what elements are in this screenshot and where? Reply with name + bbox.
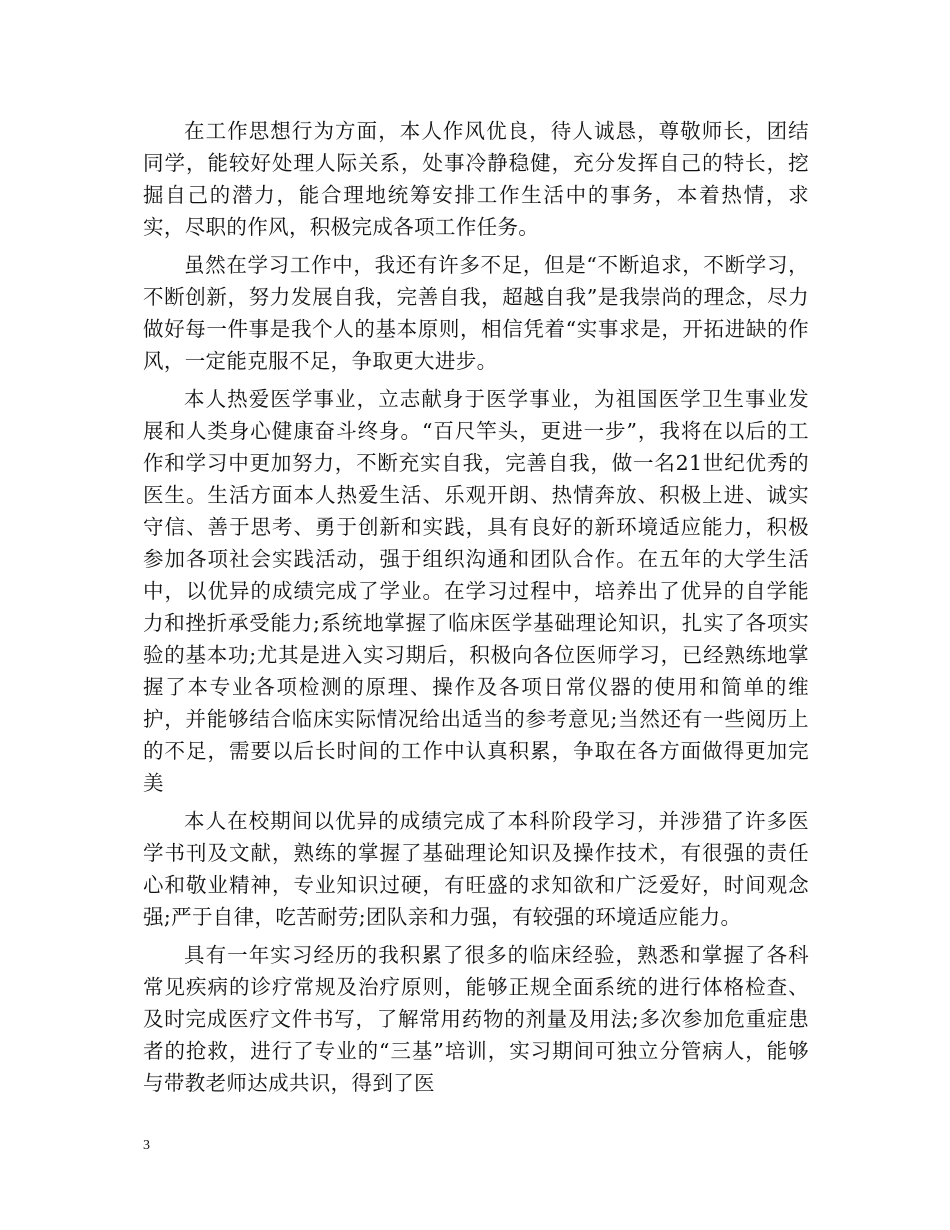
paragraph-work-conduct: 在工作思想行为方面，本人作风优良，待人诚恳，尊敬师长，团结同学，能较好处理人际关系，处事冷静稳健，充分发挥自己的特长，挖掘自己的潜力，能合理地统筹安排工作生活中的事务，本着热情，求实，尽职的作风，积极完成各项工作任务。 — [143, 119, 809, 239]
page-number: 3 — [143, 1138, 150, 1153]
paragraph-academic-record: 本人在校期间以优异的成绩完成了本科阶段学习，并涉猎了许多医学书刊及文献，熟练的掌握了基础理论知识及操作技术，有很强的责任心和敬业精神，专业知识过硬，有旺盛的求知欲和广泛爱好，时间观念强;严于自律，吃苦耐劳;团队亲和力强，有较强的环境适应能力。 — [143, 809, 809, 929]
document-body — [143, 115, 809, 1105]
paragraph-medical-career: 本人热爱医学事业，立志献身于医学事业，为祖国医学卫生事业发展和人类身心健康奋斗终身。“百尺竿头，更进一步”，我将在以后的工作和学习中更加努力，不断充实自我，完善自我，做一名21世纪优秀的医生。生活方面本人热爱生活、乐观开朗、热情奔放、积极上进、诚实守信、善于思考、勇于创新和实践，具有良好的新环境适应能力，积极参加各项社会实践活动，强于组织沟通和团队合作。在五年的大学生活中，以优异的成绩完成了学业。在学习过程中，培养出了优异的自学能力和挫折承受能力;系统地掌握了临床医学基础理论知识，扎实了各项实验的基本功;尤其是进入实习期后，积极向各位医师学习，已经熟练地掌握了本专业各项检测的原理、操作及各项日常仪器的使用和简单的维护，并能够结合临床实际情况给出适当的参考意见;当然还有一些阅历上的不足，需要以后长时间的工作中认真积累，争取在各方面做得更加完美 — [143, 387, 809, 795]
paragraph-internship: 具有一年实习经历的我积累了很多的临床经验，熟悉和掌握了各科常见疾病的诊疗常规及治疗原则，能够正规全面系统的进行体格检查、及时完成医疗文件书写，了解常用药物的剂量及用法;多次参加危重症患者的抢救，进行了专业的“三基”培训，实习期间可独立分管病人，能够与带教老师达成共识，得到了医 — [143, 943, 809, 1095]
paragraph-self-improvement: 虽然在学习工作中，我还有许多不足，但是“不断追求，不断学习，不断创新，努力发展自我，完善自我，超越自我”是我崇尚的理念，尽力做好每一件事是我个人的基本原则，相信凭着“实事求是，开拓进缺的作风，一定能克服不足，争取更大进步。 — [143, 253, 809, 373]
